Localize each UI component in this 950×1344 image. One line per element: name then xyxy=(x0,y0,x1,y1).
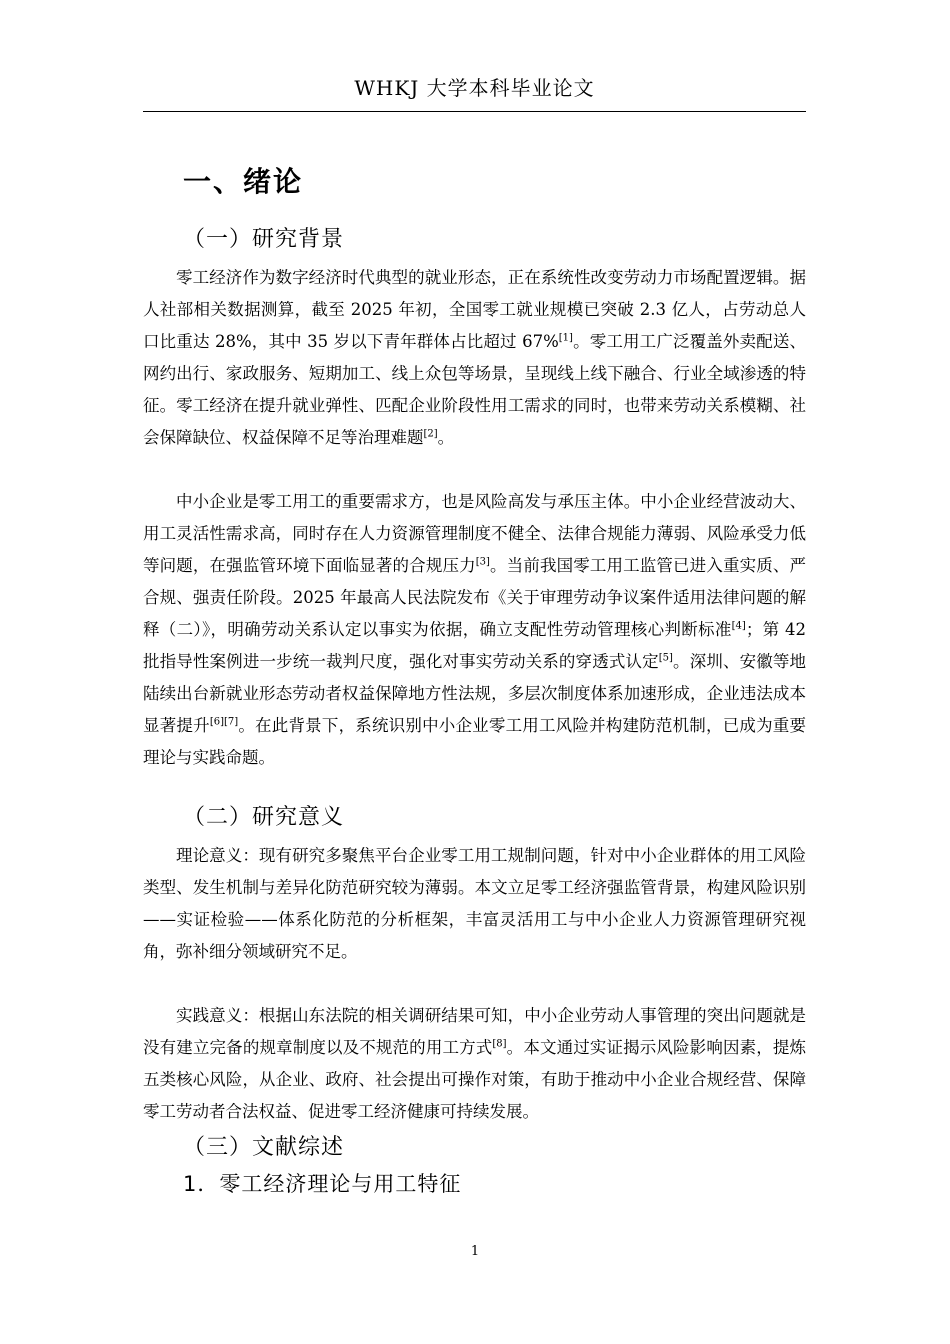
text-run: 。本文通过实证揭示风险影响因素，提炼五类核心风险，从企业、政府、社会提出可操作对策，有助于推动中小企业合规经营、保障零工劳动者合法权益、促进零工经济健康可持续发展。 xyxy=(143,1038,807,1121)
subsection-heading-gig-economy: 1．零工经济理论与用工特征 xyxy=(183,1172,462,1196)
text-run: 。深圳、安徽等地陆续出台新就业形态劳动者权益保障地方性法规，多层次制度体系加速形成，企业违法成本显著提升 xyxy=(143,652,807,735)
text-run: 零工经济作为数字经济时代典型的就业形态，正在系统性改变劳动力市场配置逻辑。据人社部相关数据测算，截至 2025 年初，全国零工就业规模已突破 2.3 亿人，占劳动总人口比重达 28%，其中 35 岁以下青年群体占比超过 67% xyxy=(143,268,806,351)
text-run: 。在此背景下，系统识别中小企业零工用工风险并构建防范机制，已成为重要理论与实践命题。 xyxy=(143,716,807,767)
citation-ref: [6][7] xyxy=(209,716,239,728)
paragraph-practical-significance xyxy=(143,1000,806,1128)
citation-ref: [5] xyxy=(658,652,673,664)
paragraph-background-2 xyxy=(143,486,806,774)
page-header-title: WHKJ 大学本科毕业论文 xyxy=(354,76,595,100)
citation-ref: [2] xyxy=(423,428,438,440)
paragraph-background-1 xyxy=(143,262,806,454)
text-run: 。当前我国零工用工监管已进入重实质、严合规、强责任阶段。2025 年最高人民法院发布《关于审理劳动争议案件适用法律问题的解释（二）》，明确劳动关系认定以事实为依据，确立支配性劳动管理核心判断标准 xyxy=(143,556,807,639)
paragraph-theoretical-significance xyxy=(143,840,806,968)
text-run: 实践意义：根据山东法院的相关调研结果可知，中小企业劳动人事管理的突出问题就是没有建立完备的规章制度以及不规范的用工方式 xyxy=(143,1006,806,1057)
text-run: 中小企业是零工用工的重要需求方，也是风险高发与承压主体。中小企业经营波动大、用工灵活性需求高，同时存在人力资源管理制度不健全、法律合规能力薄弱、风险承受力低等问题，在强监管环境下面临显著的合规压力 xyxy=(143,492,806,575)
citation-ref: [4] xyxy=(731,620,746,632)
citation-ref: [8] xyxy=(492,1038,507,1050)
chapter-title: 一、绪论 xyxy=(183,165,304,198)
text-run: 。零工用工广泛覆盖外卖配送、网约出行、家政服务、短期加工、线上众包等场景，呈现线上线下融合、行业全域渗透的特征。零工经济在提升就业弹性、匹配企业阶段性用工需求的同时，也带来劳动关系模糊、社会保障缺位、权益保障不足等治理难题 xyxy=(143,332,807,447)
text-run: 。 xyxy=(437,428,455,447)
page-number: 1 xyxy=(470,1244,480,1259)
section-heading-literature-review: （三）文献综述 xyxy=(183,1135,345,1160)
header-divider xyxy=(143,111,806,112)
section-heading-significance: （二）研究意义 xyxy=(183,805,345,830)
section-heading-background: （一）研究背景 xyxy=(183,227,345,252)
citation-ref: [3] xyxy=(475,556,490,568)
text-run: 理论意义：现有研究多聚焦平台企业零工用工规制问题，针对中小企业群体的用工风险类型、发生机制与差异化防范研究较为薄弱。本文立足零工经济强监管背景，构建风险识别——实证检验——体系化防范的分析框架，丰富灵活用工与中小企业人力资源管理研究视角，弥补细分领域研究不足。 xyxy=(143,846,806,961)
text-run: ；第 42 批指导性案例进一步统一裁判尺度，强化对事实劳动关系的穿透式认定 xyxy=(143,620,806,671)
citation-ref: [1] xyxy=(558,332,573,344)
